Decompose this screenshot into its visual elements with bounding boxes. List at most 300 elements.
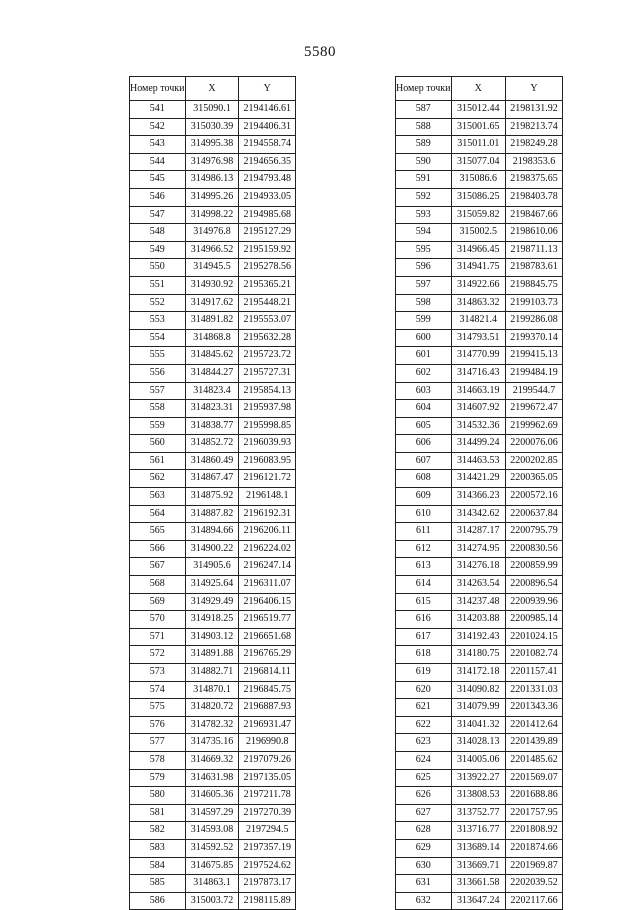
y-cell: 2196406.15 (239, 593, 296, 611)
y-cell: 2202039.52 (506, 875, 563, 893)
point-number-cell: 603 (396, 382, 452, 400)
x-cell: 314823.31 (185, 400, 239, 418)
y-cell: 2201969.87 (506, 857, 563, 875)
point-number-cell: 630 (396, 857, 452, 875)
x-cell: 314770.99 (451, 347, 505, 365)
x-cell: 314090.82 (451, 681, 505, 699)
point-number-cell: 558 (130, 400, 186, 418)
point-number-cell: 616 (396, 611, 452, 629)
y-cell: 2197079.26 (239, 751, 296, 769)
table-row (396, 136, 563, 154)
point-number-cell: 567 (130, 558, 186, 576)
table-body (130, 101, 296, 910)
table-row (396, 593, 563, 611)
y-cell: 2202117.66 (506, 892, 563, 910)
x-cell: 315001.65 (451, 118, 505, 136)
table-row (396, 153, 563, 171)
x-cell: 315077.04 (451, 153, 505, 171)
page-number: 5580 (304, 44, 336, 60)
coordinates-table-left (129, 76, 296, 910)
point-number-cell: 547 (130, 206, 186, 224)
table-row (396, 188, 563, 206)
point-number-cell: 569 (130, 593, 186, 611)
y-cell: 2196765.29 (239, 646, 296, 664)
table-row (396, 206, 563, 224)
x-cell: 314203.88 (451, 611, 505, 629)
x-cell: 314592.52 (185, 839, 239, 857)
point-number-cell: 606 (396, 435, 452, 453)
point-number-cell: 631 (396, 875, 452, 893)
point-number-cell: 628 (396, 822, 452, 840)
table-row (130, 787, 296, 805)
x-cell: 313808.53 (451, 787, 505, 805)
point-number-cell: 596 (396, 259, 452, 277)
x-cell: 314917.62 (185, 294, 239, 312)
y-cell: 2196121.72 (239, 470, 296, 488)
x-cell: 314870.1 (185, 681, 239, 699)
header-point-number: Номер точки (130, 77, 186, 101)
y-cell: 2196247.14 (239, 558, 296, 576)
x-cell: 314998.22 (185, 206, 239, 224)
y-cell: 2201412.64 (506, 716, 563, 734)
table-row (396, 171, 563, 189)
table-row (130, 892, 296, 910)
point-number-cell: 542 (130, 118, 186, 136)
y-cell: 2196039.93 (239, 435, 296, 453)
x-cell: 314028.13 (451, 734, 505, 752)
y-cell: 2199286.08 (506, 312, 563, 330)
x-cell: 314867.47 (185, 470, 239, 488)
y-cell: 2195632.28 (239, 329, 296, 347)
y-cell: 2200572.16 (506, 488, 563, 506)
y-cell: 2196192.31 (239, 505, 296, 523)
point-number-cell: 618 (396, 646, 452, 664)
x-cell: 314669.32 (185, 751, 239, 769)
header-y: Y (506, 77, 563, 101)
table-row (130, 382, 296, 400)
y-cell: 2195854.13 (239, 382, 296, 400)
y-cell: 2196651.68 (239, 628, 296, 646)
y-cell: 2195998.85 (239, 417, 296, 435)
point-number-cell: 620 (396, 681, 452, 699)
x-cell: 314463.53 (451, 452, 505, 470)
point-number-cell: 619 (396, 664, 452, 682)
point-number-cell: 545 (130, 171, 186, 189)
y-cell: 2198353.6 (506, 153, 563, 171)
table-row (396, 382, 563, 400)
x-cell: 315003.72 (185, 892, 239, 910)
point-number-cell: 632 (396, 892, 452, 910)
point-number-cell: 557 (130, 382, 186, 400)
x-cell: 314945.5 (185, 259, 239, 277)
table-row (130, 804, 296, 822)
x-cell: 314276.18 (451, 558, 505, 576)
y-cell: 2195553.07 (239, 312, 296, 330)
point-number-cell: 586 (130, 892, 186, 910)
table-row (396, 505, 563, 523)
y-cell: 2196311.07 (239, 576, 296, 594)
y-cell: 2196845.75 (239, 681, 296, 699)
table-row (396, 276, 563, 294)
table-body (396, 101, 563, 910)
y-cell: 2199544.7 (506, 382, 563, 400)
point-number-cell: 568 (130, 576, 186, 594)
y-cell: 2195937.98 (239, 400, 296, 418)
x-cell: 314820.72 (185, 699, 239, 717)
y-cell: 2198711.13 (506, 241, 563, 259)
x-cell: 314532.36 (451, 417, 505, 435)
y-cell: 2197873.17 (239, 875, 296, 893)
point-number-cell: 621 (396, 699, 452, 717)
table-row (130, 153, 296, 171)
x-cell: 315090.1 (185, 101, 239, 119)
table-row (130, 593, 296, 611)
table-row (130, 628, 296, 646)
table-row (396, 787, 563, 805)
y-cell: 2198845.75 (506, 276, 563, 294)
table-row (130, 294, 296, 312)
point-number-cell: 600 (396, 329, 452, 347)
table-row (396, 857, 563, 875)
table-row (396, 400, 563, 418)
point-number-cell: 578 (130, 751, 186, 769)
x-cell: 314918.25 (185, 611, 239, 629)
point-number-cell: 579 (130, 769, 186, 787)
point-number-cell: 573 (130, 664, 186, 682)
table-row (396, 540, 563, 558)
table-row (396, 751, 563, 769)
point-number-cell: 613 (396, 558, 452, 576)
y-cell: 2199415.13 (506, 347, 563, 365)
point-number-cell: 587 (396, 101, 452, 119)
point-number-cell: 585 (130, 875, 186, 893)
x-cell: 315030.39 (185, 118, 239, 136)
point-number-cell: 583 (130, 839, 186, 857)
x-cell: 314499.24 (451, 435, 505, 453)
point-number-cell: 551 (130, 276, 186, 294)
y-cell: 2196814.11 (239, 664, 296, 682)
table-row (130, 312, 296, 330)
x-cell: 314903.12 (185, 628, 239, 646)
y-cell: 2201157.41 (506, 664, 563, 682)
point-number-cell: 591 (396, 171, 452, 189)
table-row (396, 364, 563, 382)
x-cell: 314887.82 (185, 505, 239, 523)
x-cell: 314821.4 (451, 312, 505, 330)
table-row (396, 435, 563, 453)
x-cell: 314172.18 (451, 664, 505, 682)
y-cell: 2198403.78 (506, 188, 563, 206)
table-row (396, 118, 563, 136)
table-row (130, 224, 296, 242)
y-cell: 2200830.56 (506, 540, 563, 558)
y-cell: 2198375.65 (506, 171, 563, 189)
point-number-cell: 555 (130, 347, 186, 365)
table-row (130, 400, 296, 418)
y-cell: 2196148.1 (239, 488, 296, 506)
point-number-cell: 615 (396, 593, 452, 611)
x-cell: 315011.01 (451, 136, 505, 154)
point-number-cell: 609 (396, 488, 452, 506)
point-number-cell: 559 (130, 417, 186, 435)
y-cell: 2194933.05 (239, 188, 296, 206)
header-x: X (451, 77, 505, 101)
point-number-cell: 629 (396, 839, 452, 857)
table-row (396, 734, 563, 752)
header-y: Y (239, 77, 296, 101)
point-number-cell: 548 (130, 224, 186, 242)
point-number-cell: 624 (396, 751, 452, 769)
x-cell: 314342.62 (451, 505, 505, 523)
table-row (130, 699, 296, 717)
table-row (130, 347, 296, 365)
table-row (396, 664, 563, 682)
table-row (130, 681, 296, 699)
x-cell: 314421.29 (451, 470, 505, 488)
point-number-cell: 566 (130, 540, 186, 558)
table-row (396, 892, 563, 910)
point-number-cell: 577 (130, 734, 186, 752)
x-cell: 314735.16 (185, 734, 239, 752)
y-cell: 2194793.48 (239, 171, 296, 189)
x-cell: 314845.62 (185, 347, 239, 365)
point-number-cell: 610 (396, 505, 452, 523)
point-number-cell: 592 (396, 188, 452, 206)
table-row (130, 664, 296, 682)
table-row (130, 769, 296, 787)
y-cell: 2200939.96 (506, 593, 563, 611)
table-row (396, 875, 563, 893)
x-cell: 314844.27 (185, 364, 239, 382)
point-number-cell: 622 (396, 716, 452, 734)
table-row (396, 470, 563, 488)
y-cell: 2198610.06 (506, 224, 563, 242)
table-row (396, 488, 563, 506)
table-row (130, 558, 296, 576)
x-cell: 314675.85 (185, 857, 239, 875)
point-number-cell: 574 (130, 681, 186, 699)
x-cell: 314882.71 (185, 664, 239, 682)
x-cell: 314891.88 (185, 646, 239, 664)
x-cell: 314366.23 (451, 488, 505, 506)
point-number-cell: 611 (396, 523, 452, 541)
point-number-cell: 601 (396, 347, 452, 365)
y-cell: 2195127.29 (239, 224, 296, 242)
x-cell: 314863.1 (185, 875, 239, 893)
x-cell: 314793.51 (451, 329, 505, 347)
point-number-cell: 589 (396, 136, 452, 154)
point-number-cell: 594 (396, 224, 452, 242)
table-row (396, 611, 563, 629)
x-cell: 314852.72 (185, 435, 239, 453)
table-row (396, 558, 563, 576)
x-cell: 314966.45 (451, 241, 505, 259)
y-cell: 2201688.86 (506, 787, 563, 805)
x-cell: 314930.92 (185, 276, 239, 294)
table-row (396, 294, 563, 312)
x-cell: 314925.64 (185, 576, 239, 594)
y-cell: 2201439.89 (506, 734, 563, 752)
x-cell: 314891.82 (185, 312, 239, 330)
point-number-cell: 570 (130, 611, 186, 629)
table-row (396, 804, 563, 822)
point-number-cell: 590 (396, 153, 452, 171)
table-row (130, 875, 296, 893)
x-cell: 313661.58 (451, 875, 505, 893)
point-number-cell: 607 (396, 452, 452, 470)
y-cell: 2197524.62 (239, 857, 296, 875)
y-cell: 2200076.06 (506, 435, 563, 453)
table-row (130, 646, 296, 664)
table-row (130, 716, 296, 734)
y-cell: 2195727.31 (239, 364, 296, 382)
y-cell: 2200896.54 (506, 576, 563, 594)
x-cell: 314976.98 (185, 153, 239, 171)
x-cell: 315002.5 (451, 224, 505, 242)
x-cell: 314900.22 (185, 540, 239, 558)
table-row (396, 417, 563, 435)
point-number-cell: 549 (130, 241, 186, 259)
y-cell: 2198783.61 (506, 259, 563, 277)
x-cell: 314966.52 (185, 241, 239, 259)
x-cell: 313689.14 (451, 839, 505, 857)
x-cell: 315086.25 (451, 188, 505, 206)
header-point-number: Номер точки (396, 77, 452, 101)
table-row (130, 576, 296, 594)
y-cell: 2201874.66 (506, 839, 563, 857)
table-row (130, 118, 296, 136)
table-row (396, 259, 563, 277)
table-row (396, 452, 563, 470)
point-number-cell: 563 (130, 488, 186, 506)
y-cell: 2201024.15 (506, 628, 563, 646)
x-cell: 314986.13 (185, 171, 239, 189)
y-cell: 2198131.92 (506, 101, 563, 119)
point-number-cell: 565 (130, 523, 186, 541)
table-row (396, 681, 563, 699)
x-cell: 314860.49 (185, 452, 239, 470)
y-cell: 2198249.28 (506, 136, 563, 154)
table-row (130, 470, 296, 488)
point-number-cell: 625 (396, 769, 452, 787)
y-cell: 2199962.69 (506, 417, 563, 435)
x-cell: 314287.17 (451, 523, 505, 541)
x-cell: 314274.95 (451, 540, 505, 558)
y-cell: 2197357.19 (239, 839, 296, 857)
point-number-cell: 588 (396, 118, 452, 136)
table-row (130, 839, 296, 857)
x-cell: 314607.92 (451, 400, 505, 418)
point-number-cell: 561 (130, 452, 186, 470)
y-cell: 2198213.74 (506, 118, 563, 136)
x-cell: 315086.6 (451, 171, 505, 189)
point-number-cell: 605 (396, 417, 452, 435)
x-cell: 314922.66 (451, 276, 505, 294)
table-row (130, 751, 296, 769)
x-cell: 314597.29 (185, 804, 239, 822)
x-cell: 314263.54 (451, 576, 505, 594)
table-row (396, 241, 563, 259)
table-row (396, 628, 563, 646)
y-cell: 2194656.35 (239, 153, 296, 171)
x-cell: 313922.27 (451, 769, 505, 787)
point-number-cell: 546 (130, 188, 186, 206)
table-row (396, 347, 563, 365)
x-cell: 314838.77 (185, 417, 239, 435)
table-row (396, 716, 563, 734)
y-cell: 2197270.39 (239, 804, 296, 822)
y-cell: 2200202.85 (506, 452, 563, 470)
x-cell: 314929.49 (185, 593, 239, 611)
point-number-cell: 564 (130, 505, 186, 523)
table-row (130, 822, 296, 840)
point-number-cell: 554 (130, 329, 186, 347)
table-row (130, 259, 296, 277)
y-cell: 2200859.99 (506, 558, 563, 576)
x-cell: 314823.4 (185, 382, 239, 400)
point-number-cell: 556 (130, 364, 186, 382)
point-number-cell: 572 (130, 646, 186, 664)
y-cell: 2199370.14 (506, 329, 563, 347)
point-number-cell: 597 (396, 276, 452, 294)
point-number-cell: 612 (396, 540, 452, 558)
x-cell: 314631.98 (185, 769, 239, 787)
y-cell: 2194406.31 (239, 118, 296, 136)
point-number-cell: 580 (130, 787, 186, 805)
y-cell: 2196887.93 (239, 699, 296, 717)
table-row (396, 839, 563, 857)
table-row (396, 769, 563, 787)
y-cell: 2197211.78 (239, 787, 296, 805)
x-cell: 314180.75 (451, 646, 505, 664)
x-cell: 314192.43 (451, 628, 505, 646)
x-cell: 314716.43 (451, 364, 505, 382)
table-row (396, 224, 563, 242)
y-cell: 2200795.79 (506, 523, 563, 541)
point-number-cell: 614 (396, 576, 452, 594)
table-row (130, 241, 296, 259)
x-cell: 314237.48 (451, 593, 505, 611)
x-cell: 314868.8 (185, 329, 239, 347)
x-cell: 315012.44 (451, 101, 505, 119)
point-number-cell: 575 (130, 699, 186, 717)
y-cell: 2195365.21 (239, 276, 296, 294)
y-cell: 2201082.74 (506, 646, 563, 664)
x-cell: 314041.32 (451, 716, 505, 734)
y-cell: 2196519.77 (239, 611, 296, 629)
y-cell: 2196224.02 (239, 540, 296, 558)
x-cell: 314875.92 (185, 488, 239, 506)
table-row (130, 417, 296, 435)
y-cell: 2194985.68 (239, 206, 296, 224)
x-cell: 314782.32 (185, 716, 239, 734)
table-row (396, 576, 563, 594)
table-row (130, 101, 296, 119)
x-cell: 313669.71 (451, 857, 505, 875)
point-number-cell: 627 (396, 804, 452, 822)
y-cell: 2200985.14 (506, 611, 563, 629)
table-row (396, 312, 563, 330)
table-row (130, 329, 296, 347)
y-cell: 2201343.36 (506, 699, 563, 717)
y-cell: 2194146.61 (239, 101, 296, 119)
x-cell: 314995.38 (185, 136, 239, 154)
table-row (396, 329, 563, 347)
point-number-cell: 560 (130, 435, 186, 453)
point-number-cell: 617 (396, 628, 452, 646)
x-cell: 314079.99 (451, 699, 505, 717)
x-cell: 314905.6 (185, 558, 239, 576)
